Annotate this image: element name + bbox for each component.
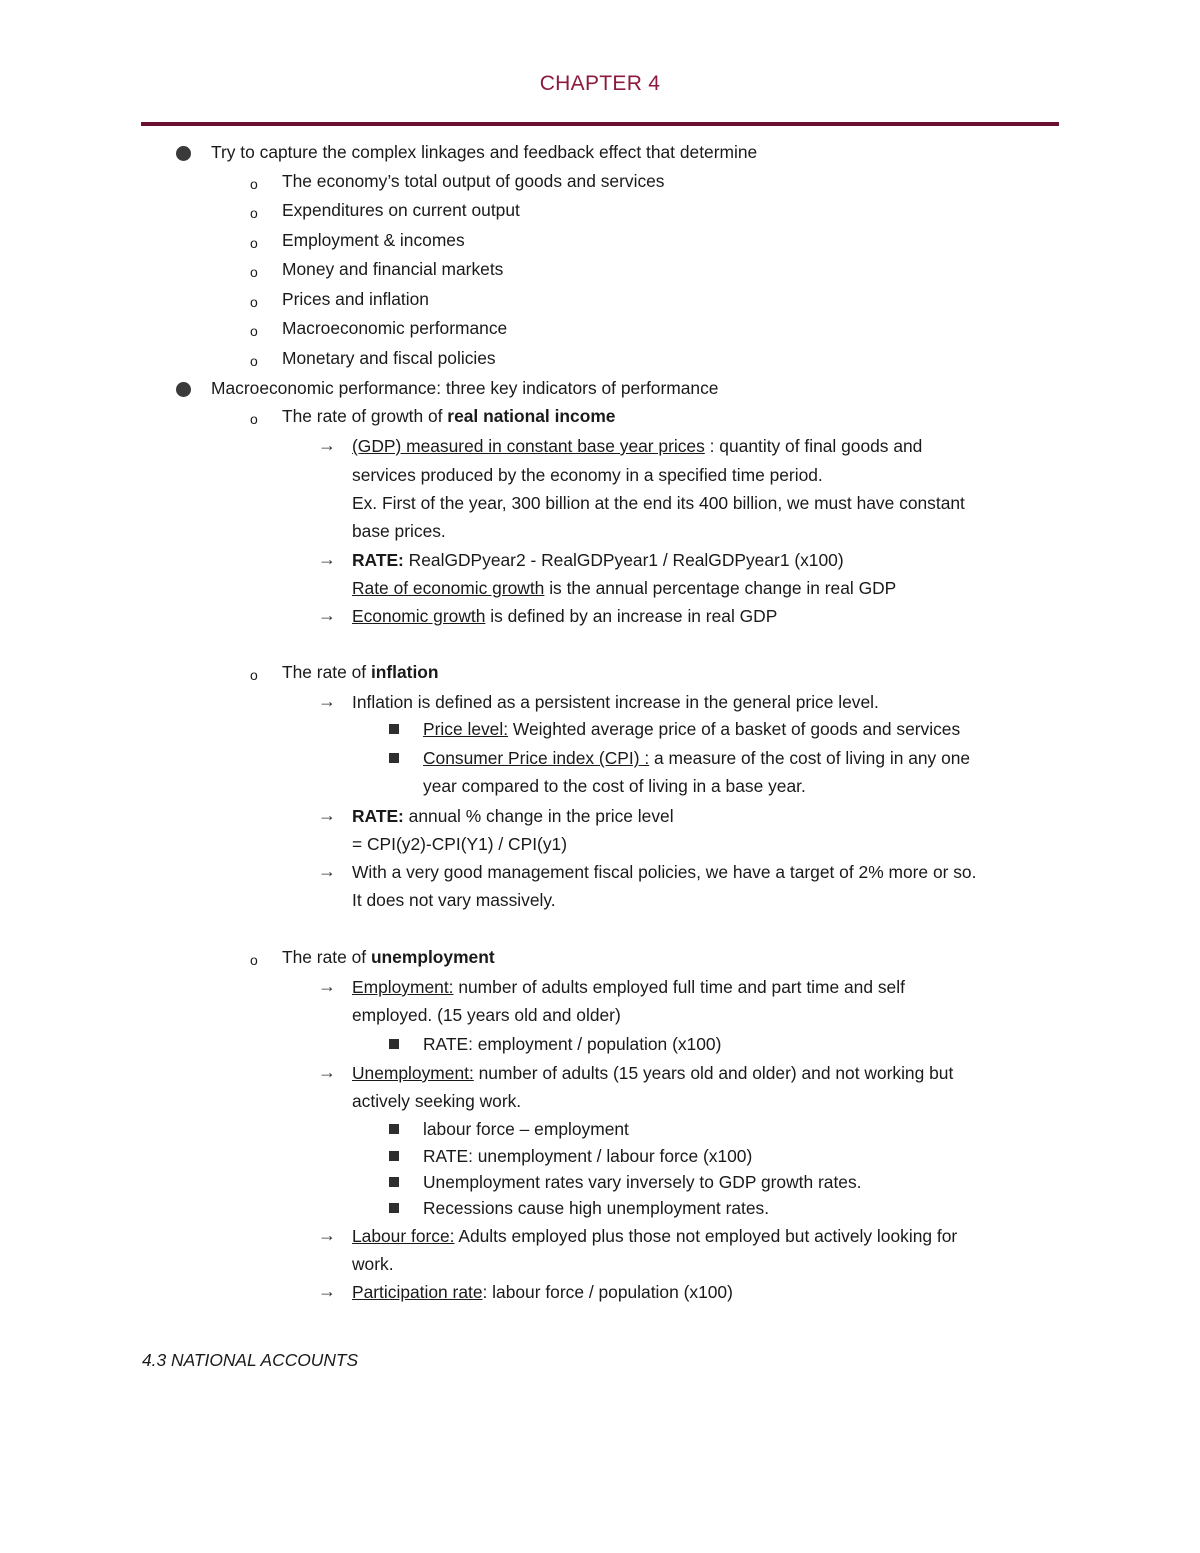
gdp-term: (GDP) measured in constant base year prices xyxy=(352,436,705,456)
list-item: Macroeconomic performance xyxy=(282,318,508,338)
square-bullet xyxy=(389,1151,399,1161)
circle-bullet: o xyxy=(250,264,258,280)
square-bullet xyxy=(389,1177,399,1187)
circle-bullet: o xyxy=(250,323,258,339)
participation-rate-definition xyxy=(352,1280,733,1304)
gdp-example: Ex. First of the year, 300 billion at the end its 400 billion, we must have constant xyxy=(352,493,965,513)
inflation-rate-formula: = CPI(y2)-CPI(Y1) / CPI(y1) xyxy=(352,834,567,854)
labour-force-definition xyxy=(352,1224,957,1248)
growth-rate-definition xyxy=(352,576,896,600)
price-level-definition xyxy=(423,717,960,741)
growth-heading-bold: real national income xyxy=(447,406,616,426)
arrow-icon: → xyxy=(318,605,336,625)
circle-bullet: o xyxy=(250,667,258,683)
labour-force-def: Adults employed plus those not employed but actively looking for xyxy=(454,1226,958,1246)
unemployment-definition-cont: actively seeking work. xyxy=(352,1091,522,1111)
inflation-note: With a very good management fiscal policies, we have a target of 2% more or so. xyxy=(352,862,977,882)
unemployment-sub-item: RATE: unemployment / labour force (x100) xyxy=(423,1146,753,1166)
title-divider xyxy=(141,122,1059,126)
circle-bullet: o xyxy=(250,952,258,968)
unemployment-heading xyxy=(282,945,495,969)
list-item: Monetary and fiscal policies xyxy=(282,348,496,368)
employment-def: number of adults employed full time and part time and self xyxy=(453,977,905,997)
list-item: Employment & incomes xyxy=(282,230,465,250)
gdp-example-cont: base prices. xyxy=(352,521,446,541)
arrow-icon: → xyxy=(318,549,336,569)
price-level-def: Weighted average price of a basket of goods and services xyxy=(508,719,961,739)
unemployment-def: number of adults (15 years old and older) and not working but xyxy=(473,1063,954,1083)
economic-growth-definition xyxy=(352,604,777,628)
inflation-heading-prefix: The rate of xyxy=(282,662,371,682)
circle-bullet: o xyxy=(250,411,258,427)
arrow-icon: → xyxy=(318,976,336,996)
arrow-icon: → xyxy=(318,805,336,825)
unemployment-sub-item: labour force – employment xyxy=(423,1119,629,1139)
labour-force-definition-cont: work. xyxy=(352,1254,394,1274)
arrow-icon: → xyxy=(318,691,336,711)
unemployment-definition xyxy=(352,1061,953,1085)
section-heading: 4.3 NATIONAL ACCOUNTS xyxy=(142,1350,359,1370)
arrow-icon: → xyxy=(318,861,336,881)
cpi-definition-cont: year compared to the cost of living in a base year. xyxy=(423,776,806,796)
square-bullet xyxy=(389,1124,399,1134)
labour-force-term: Labour force: xyxy=(352,1226,455,1246)
cpi-definition xyxy=(423,746,970,770)
bullet-text: Macroeconomic performance: three key indicators of performance xyxy=(211,378,719,398)
circle-bullet: o xyxy=(250,235,258,251)
employment-definition xyxy=(352,975,905,999)
circle-bullet: o xyxy=(250,176,258,192)
inflation-heading xyxy=(282,660,439,684)
participation-term: Participation rate xyxy=(352,1282,483,1302)
growth-rate-formula xyxy=(352,548,844,572)
inflation-rate-text: annual % change in the price level xyxy=(403,806,674,826)
rate-formula: RealGDPyear2 - RealGDPyear1 / RealGDPyear1 (x100) xyxy=(403,550,844,570)
unemployment-sub-item: Recessions cause high unemployment rates. xyxy=(423,1198,770,1218)
employment-rate: RATE: employment / population (x100) xyxy=(423,1034,722,1054)
list-item: Expenditures on current output xyxy=(282,200,520,220)
list-item: The economy’s total output of goods and services xyxy=(282,171,665,191)
employment-definition-cont: employed. (15 years old and older) xyxy=(352,1005,621,1025)
gdp-def: : quantity of final goods and xyxy=(704,436,923,456)
growth-rate-term: Rate of economic growth xyxy=(352,578,545,598)
circle-bullet: o xyxy=(250,353,258,369)
econ-growth-term: Economic growth xyxy=(352,606,486,626)
employment-term: Employment: xyxy=(352,977,454,997)
cpi-def: a measure of the cost of living in any one xyxy=(649,748,971,768)
unemployment-heading-bold: unemployment xyxy=(370,947,495,967)
gdp-definition-cont: services produced by the economy in a specified time period. xyxy=(352,465,823,485)
square-bullet xyxy=(389,724,399,734)
inflation-heading-bold: inflation xyxy=(370,662,439,682)
rate-label: RATE: xyxy=(352,550,404,570)
list-item: Money and financial markets xyxy=(282,259,504,279)
inflation-note-cont: It does not vary massively. xyxy=(352,890,556,910)
rate-label: RATE: xyxy=(352,806,404,826)
circle-bullet: o xyxy=(250,294,258,310)
bullet-dot xyxy=(176,146,191,161)
growth-rate-def: is the annual percentage change in real GDP xyxy=(544,578,897,598)
gdp-definition xyxy=(352,434,922,458)
arrow-icon: → xyxy=(318,435,336,455)
bullet-dot xyxy=(176,382,191,397)
growth-heading xyxy=(282,404,615,428)
inflation-definition: Inflation is defined as a persistent increase in the general price level. xyxy=(352,692,879,712)
growth-heading-prefix: The rate of growth of xyxy=(282,406,448,426)
unemployment-heading-prefix: The rate of xyxy=(282,947,371,967)
arrow-icon: → xyxy=(318,1062,336,1082)
square-bullet xyxy=(389,1039,399,1049)
list-item: Prices and inflation xyxy=(282,289,429,309)
bullet-text: Try to capture the complex linkages and feedback effect that determine xyxy=(211,142,758,162)
arrow-icon: → xyxy=(318,1281,336,1301)
econ-growth-def: is defined by an increase in real GDP xyxy=(485,606,778,626)
square-bullet xyxy=(389,753,399,763)
unemployment-term: Unemployment: xyxy=(352,1063,474,1083)
price-level-term: Price level: xyxy=(423,719,509,739)
participation-def: : labour force / population (x100) xyxy=(482,1282,733,1302)
cpi-term: Consumer Price index (CPI) : xyxy=(423,748,650,768)
chapter-title: CHAPTER 4 xyxy=(539,72,661,95)
inflation-rate xyxy=(352,804,674,828)
unemployment-sub-item: Unemployment rates vary inversely to GDP growth rates. xyxy=(423,1172,862,1192)
circle-bullet: o xyxy=(250,205,258,221)
square-bullet xyxy=(389,1203,399,1213)
arrow-icon: → xyxy=(318,1225,336,1245)
